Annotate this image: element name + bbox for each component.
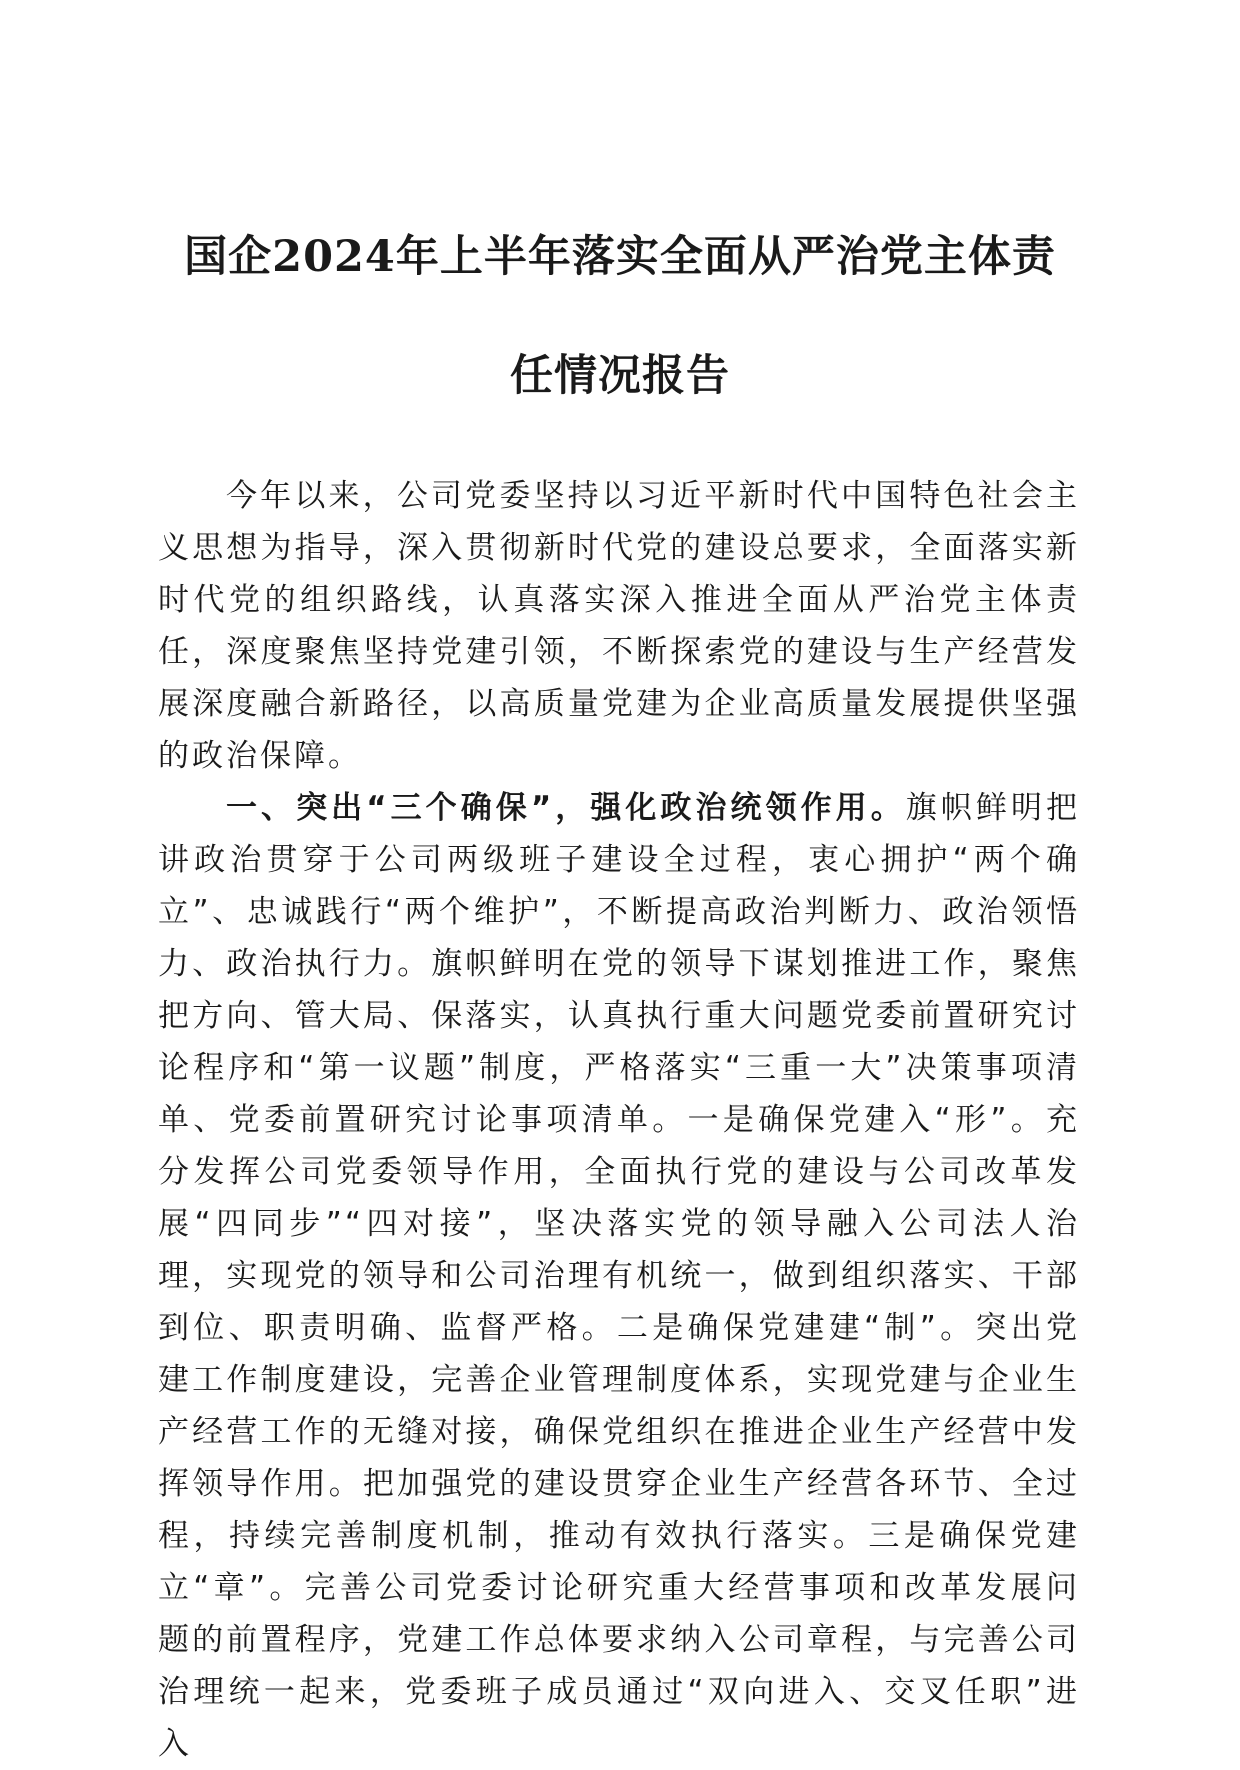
paragraph-intro-text: 今年以来，公司党委坚持以习近平新时代中国特色社会主义思想为指导，深入贯彻新时代党的建设总要求，全面落实新时代党的组织路线，认真落实深入推进全面从严治党主体责任，深度聚焦坚持党建引领，不断探索党的建设与生产经营发展深度融合新路径，以高质量党建为企业高质量发展提供坚强的政治保障。 — [158, 478, 1080, 774]
section-1-text: 旗帜鲜明把讲政治贯穿于公司两级班子建设全过程，衷心拥护“两个确立”、忠诚践行“两个维护”，不断提高政治判断力、政治领悟力、政治执行力。旗帜鲜明在党的领导下谋划推进工作，聚焦把方向、管大局、保落实，认真执行重大问题党委前置研究讨论程序和“第一议题”制度，严格落实“三重一大”决策事项清单、党委前置研究讨论事项清单。一是确保党建入“形”。充分发挥公司党委领导作用，全面执行党的建设与公司改革发展“四同步”“四对接”，坚决落实党的领导融入公司法人治理，实现党的领导和公司治理有机统一，做到组织落实、干部到位、职责明确、监督严格。二是确保党建建“制”。突出党建工作制度建设，完善企业管理制度体系，实现党建与企业生产经营工作的无缝对接，确保党组织在推进企业生产经营中发挥领导作用。把加强党的建设贯穿企业生产经营各环节、全过程，持续完善制度机制，推动有效执行落实。三是确保党建立“章”。完善公司党委讨论研究重大经营事项和改革发展问题的前置程序，党建工作总体要求纳入公司章程，与完善公司治理统一起来，党委班子成员通过“双向进入、交叉任职”进入 — [158, 790, 1081, 1762]
document-title-line-2: 任情况报告 — [510, 351, 730, 401]
document-title-line-1: 国企2024年上半年落实全面从严治党主体责 — [184, 232, 1056, 282]
section-1-heading: 一、突出“三个确保”，强化政治统领作用。 — [226, 790, 906, 826]
document-body — [158, 470, 1080, 1770]
paragraph-section-1 — [158, 782, 1080, 1770]
paragraph-intro — [158, 470, 1080, 782]
